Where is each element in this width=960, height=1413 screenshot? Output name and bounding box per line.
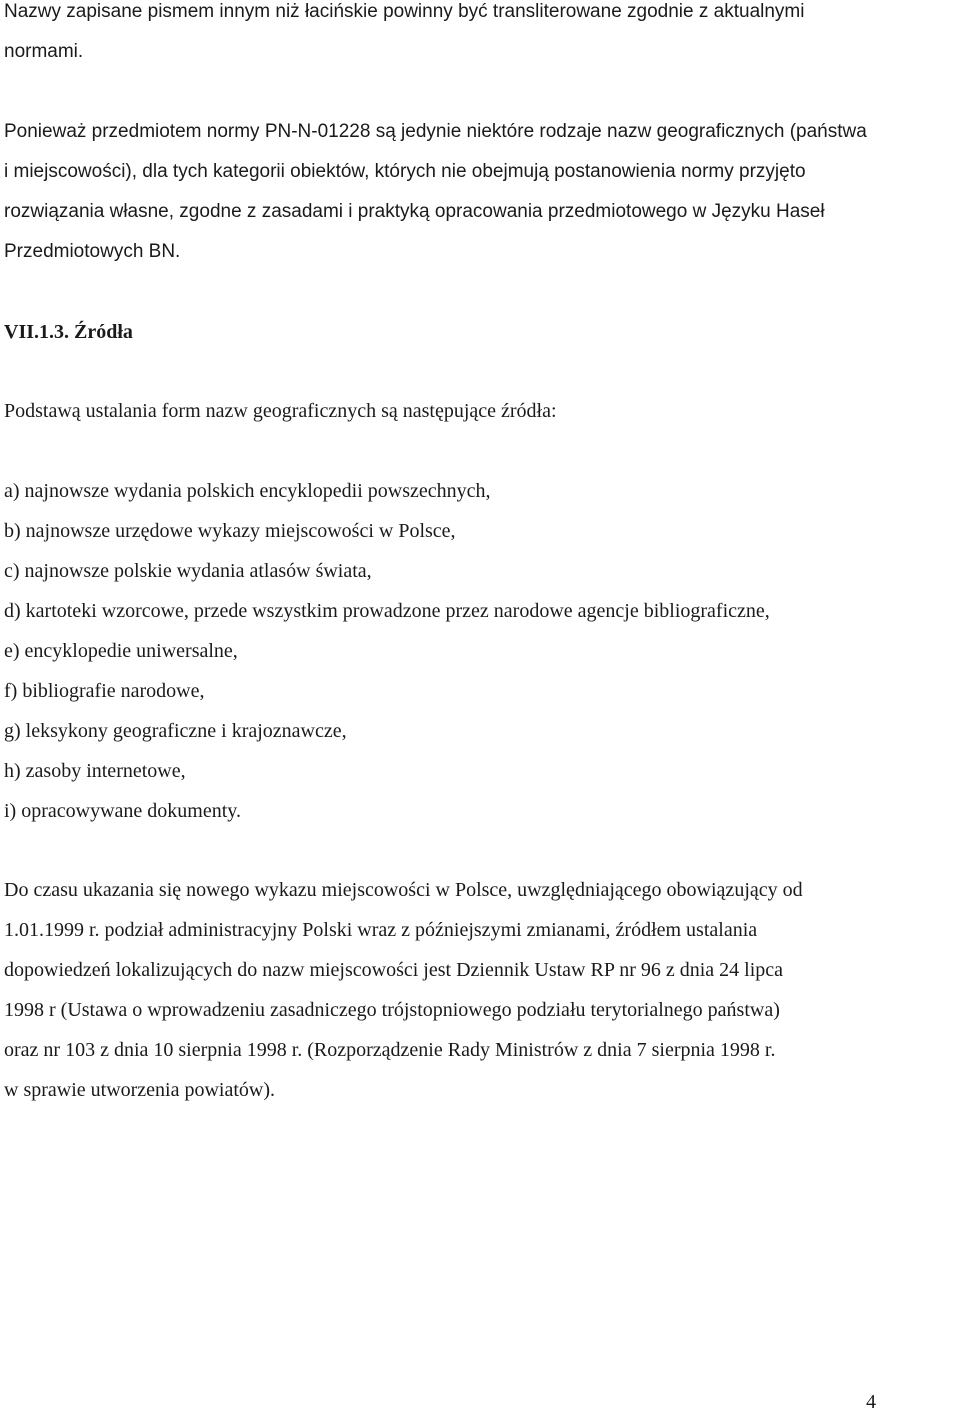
list-item: d) kartoteki wzorcowe, przede wszystkim prowadzone przez narodowe agencje bibliograficzne,: [4, 600, 770, 622]
admin-line-5: oraz nr 103 z dnia 10 sierpnia 1998 r. (Rozporządzenie Rady Ministrów z dnia 7 sierpnia 1998 r.: [4, 1039, 776, 1061]
list-item: e) encyklopedie uniwersalne,: [4, 640, 238, 662]
admin-line-4: 1998 r (Ustawa o wprowadzeniu zasadniczego trójstopniowego podziału terytorialnego państwa): [4, 999, 780, 1021]
list-item: g) leksykony geograficzne i krajoznawcze,: [4, 720, 347, 742]
list-item: i) opracowywane dokumenty.: [4, 800, 241, 822]
admin-line-6: w sprawie utworzenia powiatów).: [4, 1079, 276, 1101]
scope-line-3: rozwiązania własne, zgodne z zasadami i praktyką opracowania przedmiotowego w Języku Haseł: [4, 201, 825, 222]
page-number: 4: [866, 1391, 876, 1413]
sources-intro: Podstawą ustalania form nazw geograficznych są następujące źródła:: [4, 400, 557, 422]
list-item: h) zasoby internetowe,: [4, 760, 186, 782]
section-heading: VII.1.3. Źródła: [4, 321, 133, 343]
intro-line-1: Nazwy zapisane pismem innym niż łacińskie powinny być transliterowane zgodnie z aktualnymi: [4, 1, 805, 22]
scope-line-2: i miejscowości), dla tych kategorii obiektów, których nie obejmują postanowienia normy przyjęto: [4, 161, 806, 182]
list-item: c) najnowsze polskie wydania atlasów świata,: [4, 560, 372, 582]
list-item: b) najnowsze urzędowe wykazy miejscowości w Polsce,: [4, 520, 456, 542]
admin-line-2: 1.01.1999 r. podział administracyjny Polski wraz z późniejszymi zmianami, źródłem ustalania: [4, 919, 758, 941]
list-item: f) bibliografie narodowe,: [4, 680, 205, 702]
admin-line-3: dopowiedzeń lokalizujących do nazw miejscowości jest Dziennik Ustaw RP nr 96 z dnia 24 lipca: [4, 959, 784, 981]
scope-line-4: Przedmiotowych BN.: [4, 241, 181, 262]
list-item: a) najnowsze wydania polskich encyklopedii powszechnych,: [4, 480, 491, 502]
scope-line-1: Ponieważ przedmiotem normy PN-N-01228 są jedynie niektóre rodzaje nazw geograficznych (państwa: [4, 121, 867, 142]
intro-line-2: normami.: [4, 41, 84, 62]
admin-line-1: Do czasu ukazania się nowego wykazu miejscowości w Polsce, uwzględniającego obowiązujący od: [4, 879, 803, 901]
